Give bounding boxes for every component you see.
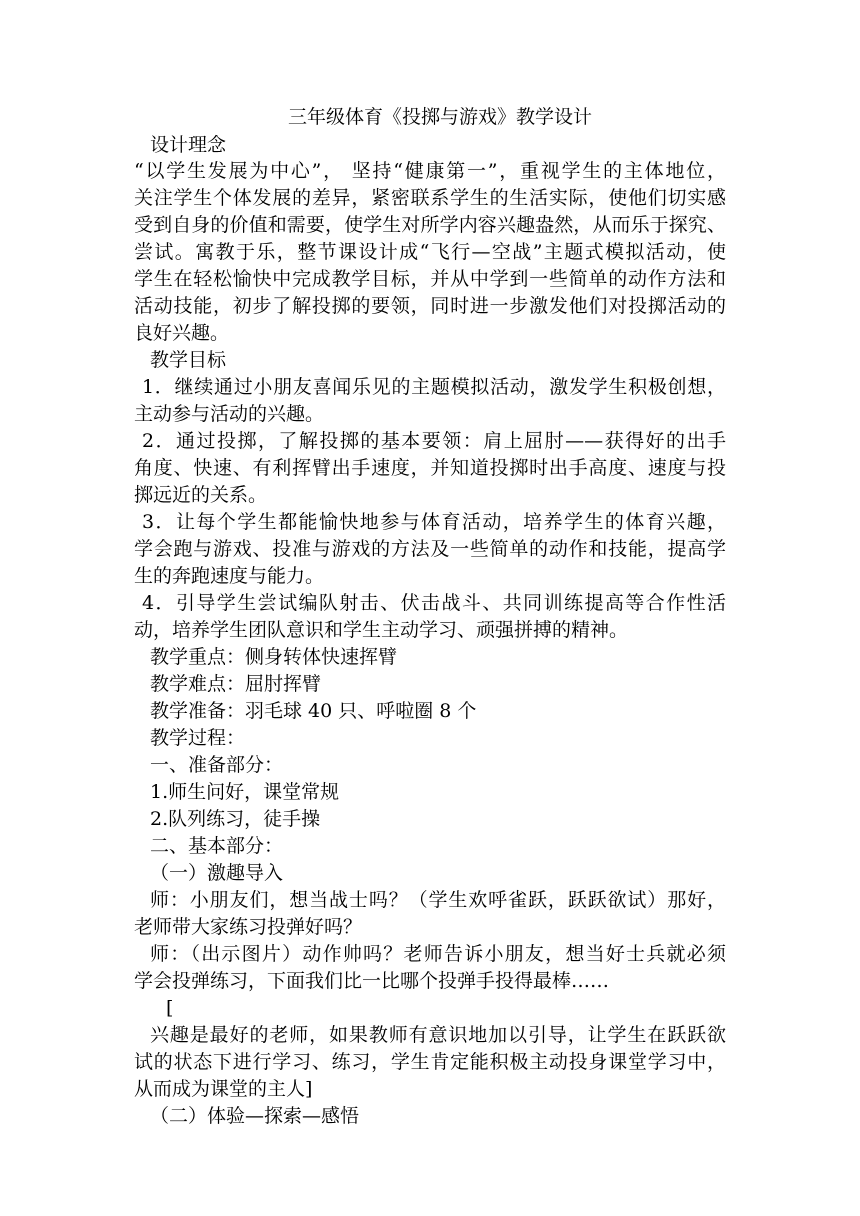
teaching-preparation: 教学准备：羽毛球 40 只、呼啦圈 8 个 (150, 700, 477, 722)
comment-line: 兴趣是最好的老师，如果教师有意识地加以引导，让学生在跃跃欲 (150, 1024, 726, 1046)
list-item: 1．继续通过小朋友喜闻乐见的主题模拟活动，激发学生积极创想， (142, 376, 726, 398)
subsection-heading: （二）体验—探索—感悟 (150, 1105, 360, 1127)
paragraph-line: 学生在轻松愉快中完成教学目标，并从中学到一些简单的动作方法和 (134, 268, 726, 290)
paragraph-line: 尝试。寓教于乐，整节课设计成“飞行—空战”主题式模拟活动，使 (134, 241, 726, 263)
section-heading-teaching-process: 教学过程： (150, 727, 246, 749)
paragraph-line: “以学生发展为中心”， 坚持“健康第一”，重视学生的主体地位， (134, 160, 726, 182)
dialogue-line: 老师带大家练习投弹好吗？ (134, 916, 363, 938)
teaching-difficulty: 教学难点：屈肘挥臂 (150, 673, 322, 695)
list-item-continuation: 掷远近的关系。 (134, 484, 268, 506)
comment-line: 试的状态下进行学习、练习，学生肯定能积极主动投身课堂学习中， (134, 1051, 726, 1073)
subsection-heading: 二、基本部分： (150, 835, 284, 857)
list-item: 1.师生问好，课堂常规 (150, 781, 340, 803)
list-item-continuation: 角度、快速、有利挥臂出手速度，并知道投掷时出手高度、速度与投 (134, 457, 726, 479)
dialogue-line: 师：（出示图片）动作帅吗？老师告诉小朋友，想当好士兵就必须 (150, 943, 726, 965)
comment-line: 从而成为课堂的主人] (134, 1078, 313, 1100)
paragraph-line: 良好兴趣。 (134, 322, 230, 344)
paragraph-line: 活动技能，初步了解投掷的要领，同时进一步激发他们对投掷活动的 (134, 295, 726, 317)
list-item-continuation: 学会跑与游戏、投准与游戏的方法及一些简单的动作和技能，提高学 (134, 538, 726, 560)
comment-bracket: [ (166, 997, 174, 1019)
subsection-heading: （一）激趣导入 (150, 862, 284, 884)
dialogue-line: 学会投弹练习，下面我们比一比哪个投弹手投得最棒…… (134, 970, 610, 992)
paragraph-line: 受到自身的价值和需要，使学生对所学内容兴趣盎然，从而乐于探究、 (134, 214, 726, 236)
list-item: 4．引导学生尝试编队射击、伏击战斗、共同训练提高等合作性活 (142, 592, 726, 614)
section-heading-teaching-goals: 教学目标 (150, 349, 227, 371)
teaching-key-point: 教学重点：侧身转体快速挥臂 (150, 646, 398, 668)
list-item-continuation: 主动参与活动的兴趣。 (134, 403, 325, 425)
paragraph-line: 关注学生个体发展的差异，紧密联系学生的生活实际，使他们切实感 (134, 187, 726, 209)
list-item: 3．让每个学生都能愉快地参与体育活动，培养学生的体育兴趣， (142, 511, 726, 533)
list-item: 2.队列练习，徒手操 (150, 808, 321, 830)
document-title: 三年级体育《投掷与游戏》教学设计 (287, 106, 592, 128)
list-item: 2．通过投掷，了解投掷的基本要领：肩上屈肘——获得好的出手 (142, 430, 726, 452)
dialogue-line: 师：小朋友们，想当战士吗？（学生欢呼雀跃，跃跃欲试）那好， (150, 889, 726, 911)
list-item-continuation: 生的奔跑速度与能力。 (134, 565, 325, 587)
section-heading-design-concept: 设计理念 (150, 134, 227, 156)
list-item-continuation: 动，培养学生团队意识和学生主动学习、顽强拼搏的精神。 (134, 619, 629, 641)
subsection-heading: 一、准备部分： (150, 754, 284, 776)
